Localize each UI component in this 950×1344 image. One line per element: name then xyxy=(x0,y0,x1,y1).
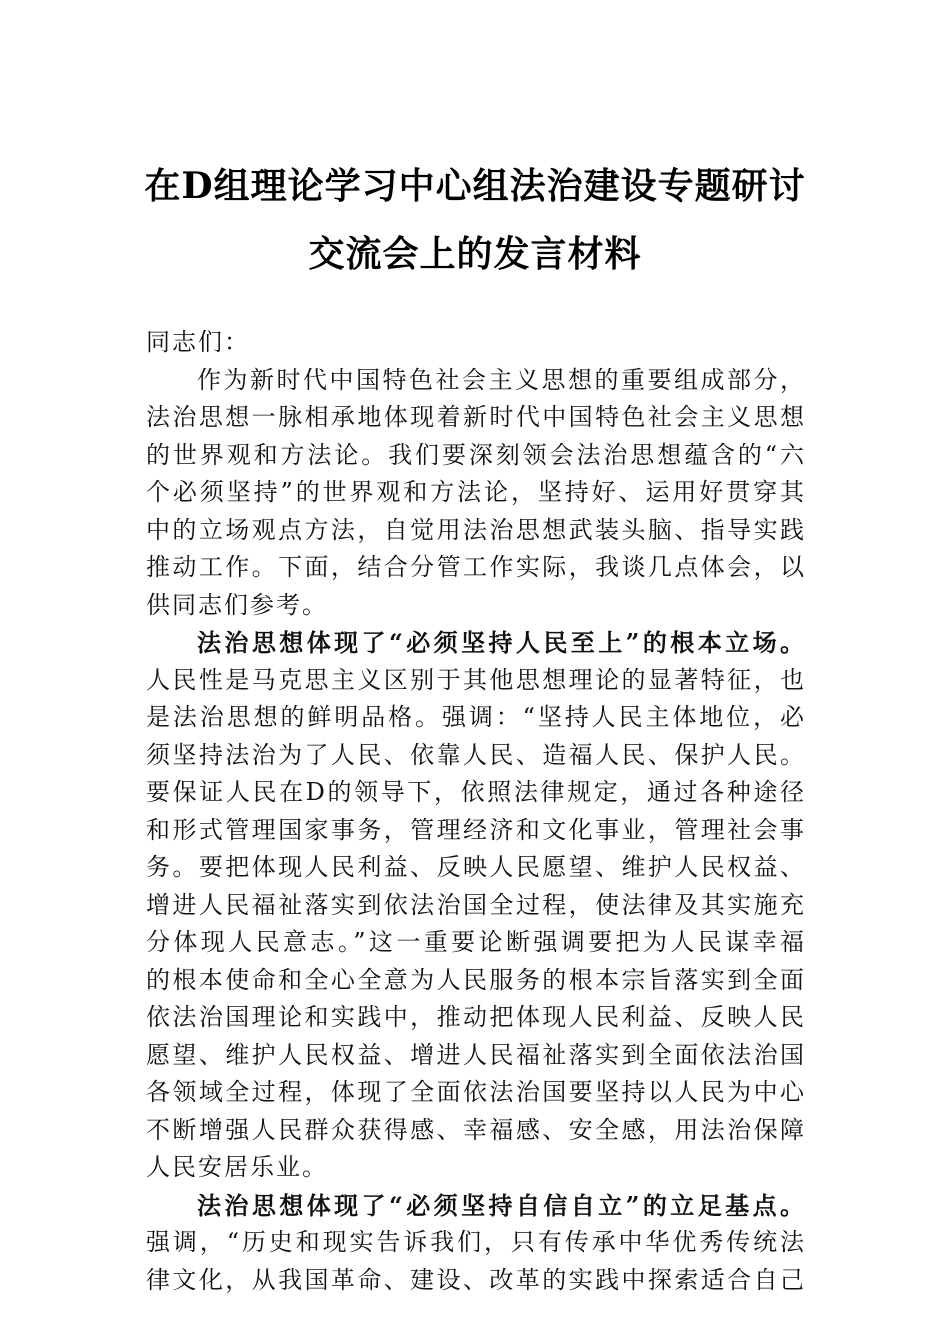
body-line: 律文化，从我国革命、建设、改革的实践中探索适合自己 xyxy=(146,1265,806,1294)
body-line: 个必须坚持”的世界观和方法论，坚持好、运用好贯穿其 xyxy=(146,478,806,506)
body-line: 的根本使命和全心全意为人民服务的根本宗旨落实到全面 xyxy=(146,965,806,994)
document-title-line-2: 交流会上的发言材料 xyxy=(308,233,642,275)
body-line: 须坚持法治为了人民、依靠人民、造福人民、保护人民。 xyxy=(146,740,806,769)
body-line: 愿望、维护人民权益、增进人民福祉落实到全面依法治国 xyxy=(146,1040,806,1069)
section-heading: 法治思想体现了“必须坚持人民至上”的根本立场。 xyxy=(197,628,806,657)
body-line: 和形式管理国家事务，管理经济和文化事业，管理社会事 xyxy=(146,815,806,844)
body-line: 强调，“历史和现实告诉我们，只有传承中华优秀传统法 xyxy=(146,1228,806,1256)
body-line: 人民安居乐业。 xyxy=(146,1153,328,1181)
body-line: 作为新时代中国特色社会主义思想的重要组成部分， xyxy=(197,365,806,394)
body-line: 依法治国理论和实践中，推动把体现人民利益、反映人民 xyxy=(146,1003,806,1031)
body-line: 供同志们参考。 xyxy=(146,590,328,619)
section-heading: 法治思想体现了“必须坚持自信自立”的立足基点。 xyxy=(197,1190,806,1220)
body-line: 分体现人民意志。”这一重要论断强调要把为人民谋幸福 xyxy=(146,928,806,956)
body-line: 中的立场观点方法，自觉用法治思想武装头脑、指导实践 xyxy=(146,515,806,544)
body-line: 推动工作。下面，结合分管工作实际，我谈几点体会，以 xyxy=(146,553,806,581)
document-body xyxy=(146,324,806,1299)
body-line: 增进人民福祉落实到依法治国全过程，使法律及其实施充 xyxy=(146,890,806,919)
body-line: 人民性是马克思主义区别于其他思想理论的显著特征，也 xyxy=(146,665,806,694)
body-line: 务。要把体现人民利益、反映人民愿望、维护人民权益、 xyxy=(146,853,806,881)
body-line: 要保证人民在D的领导下，依照法律规定，通过各种途径 xyxy=(146,778,806,806)
body-line: 法治思想一脉相承地体现着新时代中国特色社会主义思想 xyxy=(146,403,806,431)
salutation: 同志们： xyxy=(146,328,250,356)
body-line: 不断增强人民群众获得感、幸福感、安全感，用法治保障 xyxy=(146,1115,806,1144)
body-line: 的世界观和方法论。我们要深刻领会法治思想蕴含的“六 xyxy=(146,440,806,469)
body-line: 是法治思想的鲜明品格。强调：“坚持人民主体地位，必 xyxy=(146,703,806,731)
document-title-line-1: 在D组理论学习中心组法治建设专题研讨 xyxy=(144,165,806,207)
body-line: 各领域全过程，体现了全面依法治国要坚持以人民为中心 xyxy=(146,1078,806,1106)
